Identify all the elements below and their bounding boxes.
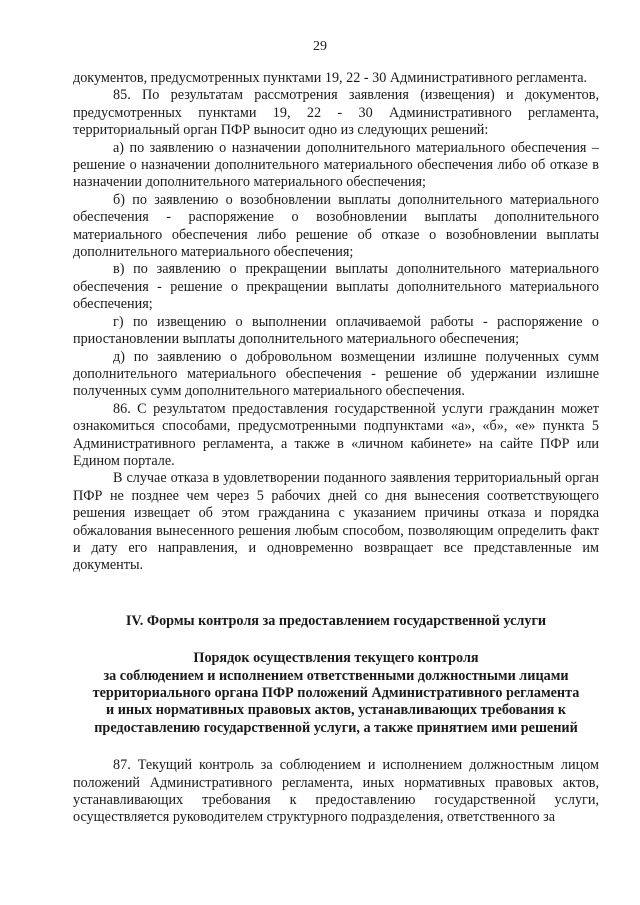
- subsection-heading-line: и иных нормативных правовых актов, устанавливающих требования к: [105, 702, 567, 719]
- list-item-a: а) по заявлению о назначении дополнительного материального обеспечения – решение о назначении дополнительного материального обеспечения либо об отказе в назначении дополнительного материального обеспечения;: [73, 139, 599, 191]
- section-heading: IV. Формы контроля за предоставлением государственной услуги: [125, 612, 547, 629]
- page-number: 29: [313, 39, 327, 54]
- document-body: [73, 70, 599, 827]
- paragraph-86: 86. С результатом предоставления государственной услуги гражданин может ознакомиться способами, предусмотренными подпунктами «а», «б», «е» пункта 5 Административного регламента, а также в «личном кабинете» на сайте ПФР или Едином портале.: [73, 400, 599, 469]
- subsection-heading-line: территориального органа ПФР положений Административного регламента: [92, 685, 580, 701]
- paragraph-87: 87. Текущий контроль за соблюдением и исполнением должностным лицом положений Административного регламента, иных нормативных правовых актов, устанавливающих требования к предоставлению государственной услуги, осуществляется руководителем структурного подразделения, ответственного за: [73, 757, 599, 826]
- paragraph: документов, предусмотренных пунктами 19, 22 - 30 Административного регламента.: [73, 70, 588, 86]
- list-item-b: б) по заявлению о возобновлении выплаты дополнительного материального обеспечения - распоряжение о возобновлении выплаты дополнительного материального обеспечения либо решение об отказе о возобновлении выплаты дополнительного материального обеспечения;: [73, 191, 599, 261]
- subsection-heading-line: Порядок осуществления текущего контроля: [193, 650, 479, 667]
- list-item-d: д) по заявлению о добровольном возмещении излишне полученных сумм дополнительного материального обеспечения - решение об удержании излишне полученных сумм дополнительного материального обеспечения.: [73, 348, 599, 400]
- subsection-heading-line: за соблюдением и исполнением ответственными должностными лицами: [103, 667, 569, 684]
- paragraph-85: 85. По результатам рассмотрения заявления (извещения) и документов, предусмотренных пунктами 19, 22 - 30 Административного регламента, территориальный орган ПФР выносит одно из следующих решений:: [73, 87, 599, 139]
- list-item-v: в) по заявлению о прекращении выплаты дополнительного материального обеспечения - решение о прекращении выплаты дополнительного материального обеспечения;: [73, 261, 599, 313]
- paragraph-refusal: В случае отказа в удовлетворении поданного заявления территориальный орган ПФР не позднее чем через 5 рабочих дней со дня вынесения соответствующего решения извещает об этом гражданина с указанием причины отказа и порядка обжалования вынесенного решения любым способом, позволяющим определить факт и дату его направления, и одновременно возвращает все представленные им документы.: [73, 470, 599, 574]
- subsection-heading-line: предоставлению государственной услуги, а также принятием ими решений: [94, 719, 578, 736]
- list-item-g: г) по извещению о выполнении оплачиваемой работы - распоряжение о приостановлении выплаты дополнительного материального обеспечения;: [73, 313, 599, 348]
- subsection-heading: [73, 650, 599, 737]
